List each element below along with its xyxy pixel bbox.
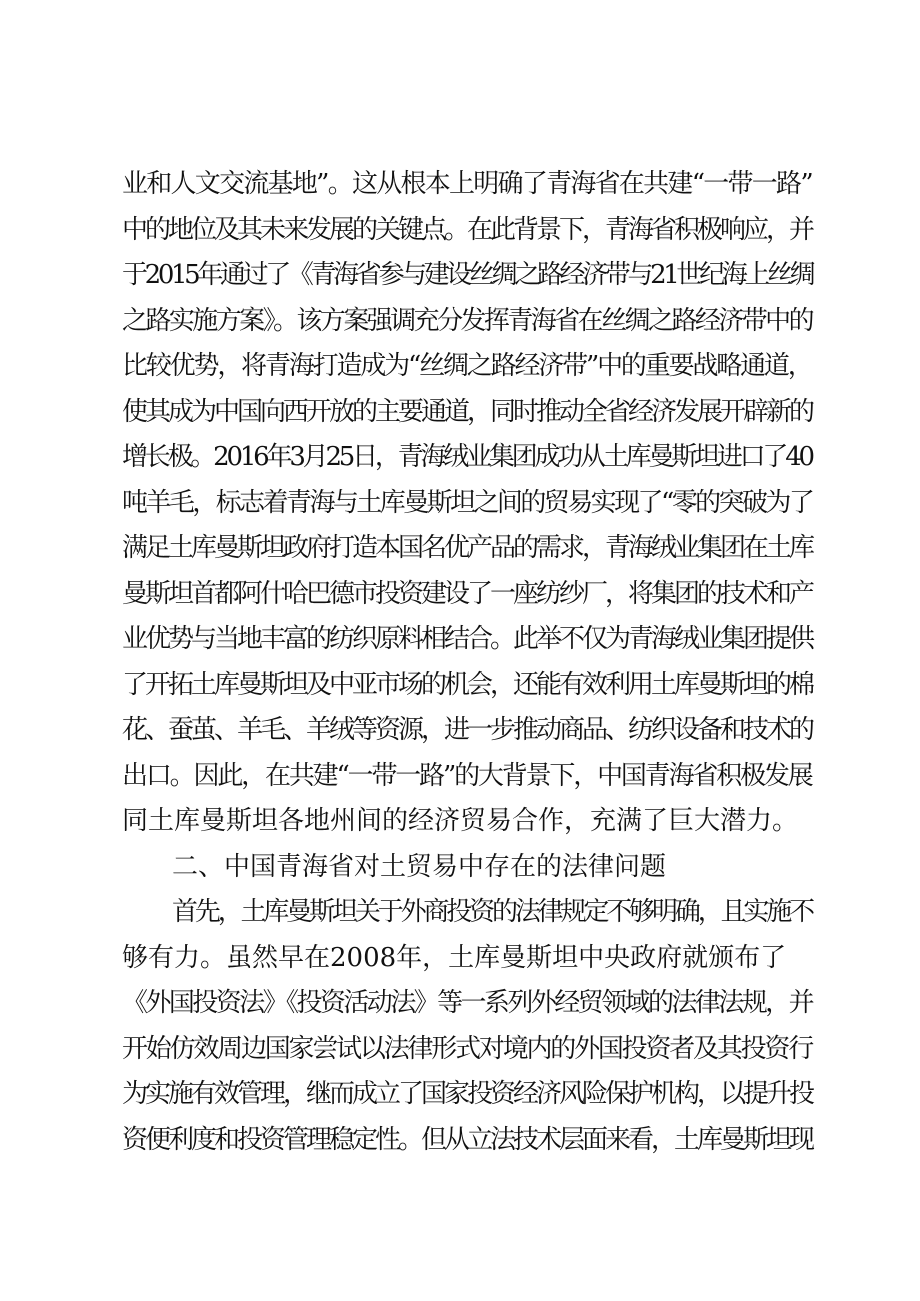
- text-line: 够有力。虽然早在2008年，土库曼斯坦中央政府就颁布了: [122, 943, 787, 973]
- text-line: 吨羊毛，标志着青海与土库曼斯坦之间的贸易实现了“零的突破为了: [122, 488, 813, 518]
- text-line: 同土库曼斯坦各地州间的经济贸易合作，充满了巨大潜力。: [122, 806, 799, 836]
- text-line: 曼斯坦首都阿什哈巴德市投资建设了一座纺纱厂，将集团的技术和产: [122, 579, 813, 609]
- text-line: 业优势与当地丰富的纺织原料相结合。此举不仅为青海绒业集团提供: [122, 624, 813, 654]
- text-line: 比较优势，将青海打造成为“丝绸之路经济带”中的重要战略通道，: [122, 351, 812, 381]
- text-line: 《外国投资法》《投资活动法》等一系列外经贸领域的法律法规，并: [122, 988, 813, 1018]
- text-line: 出口。因此，在共建“一带一路”的大背景下，中国青海省积极发展: [122, 761, 812, 791]
- section-heading: 二、中国青海省对土贸易中存在的法律问题: [172, 852, 667, 882]
- text-line: 于2015年通过了《青海省参与建设丝绸之路经济带与21世纪海上丝绸: [122, 260, 813, 290]
- text-line: 开始仿效周边国家尝试以法律形式对境内的外国投资者及其投资行: [122, 1034, 813, 1064]
- text-line: 业和人文交流基地”。这从根本上明确了青海省在共建“一带一路”: [122, 169, 812, 199]
- text-line: 增长极。2016年3月25日，青海绒业集团成功从土库曼斯坦进口了40: [122, 442, 812, 472]
- text-line: 花、蚕茧、羊毛、羊绒等资源，进一步推动商品、纺织设备和技术的: [122, 715, 813, 745]
- text-line: 首先，土库曼斯坦关于外商投资的法律规定不够明确，且实施不: [172, 897, 813, 927]
- text-line: 满足土库曼斯坦政府打造本国名优产品的需求，青海绒业集团在土库: [122, 533, 813, 563]
- text-line: 之路实施方案》。该方案强调充分发挥青海省在丝绸之路经济带中的: [122, 306, 813, 336]
- text-line: 为实施有效管理，继而成立了国家投资经济风险保护机构，以提升投: [122, 1079, 813, 1109]
- text-line: 中的地位及其未来发展的关键点。在此背景下，青海省积极响应，并: [122, 215, 813, 245]
- text-line: 使其成为中国向西开放的主要通道，同时推动全省经济发展开辟新的: [122, 397, 813, 427]
- text-line: 资便利度和投资管理稳定性。但从立法技术层面来看，土库曼斯坦现: [122, 1125, 813, 1155]
- text-line: 了开拓土库曼斯坦及中亚市场的机会，还能有效利用土库曼斯坦的棉: [122, 670, 813, 700]
